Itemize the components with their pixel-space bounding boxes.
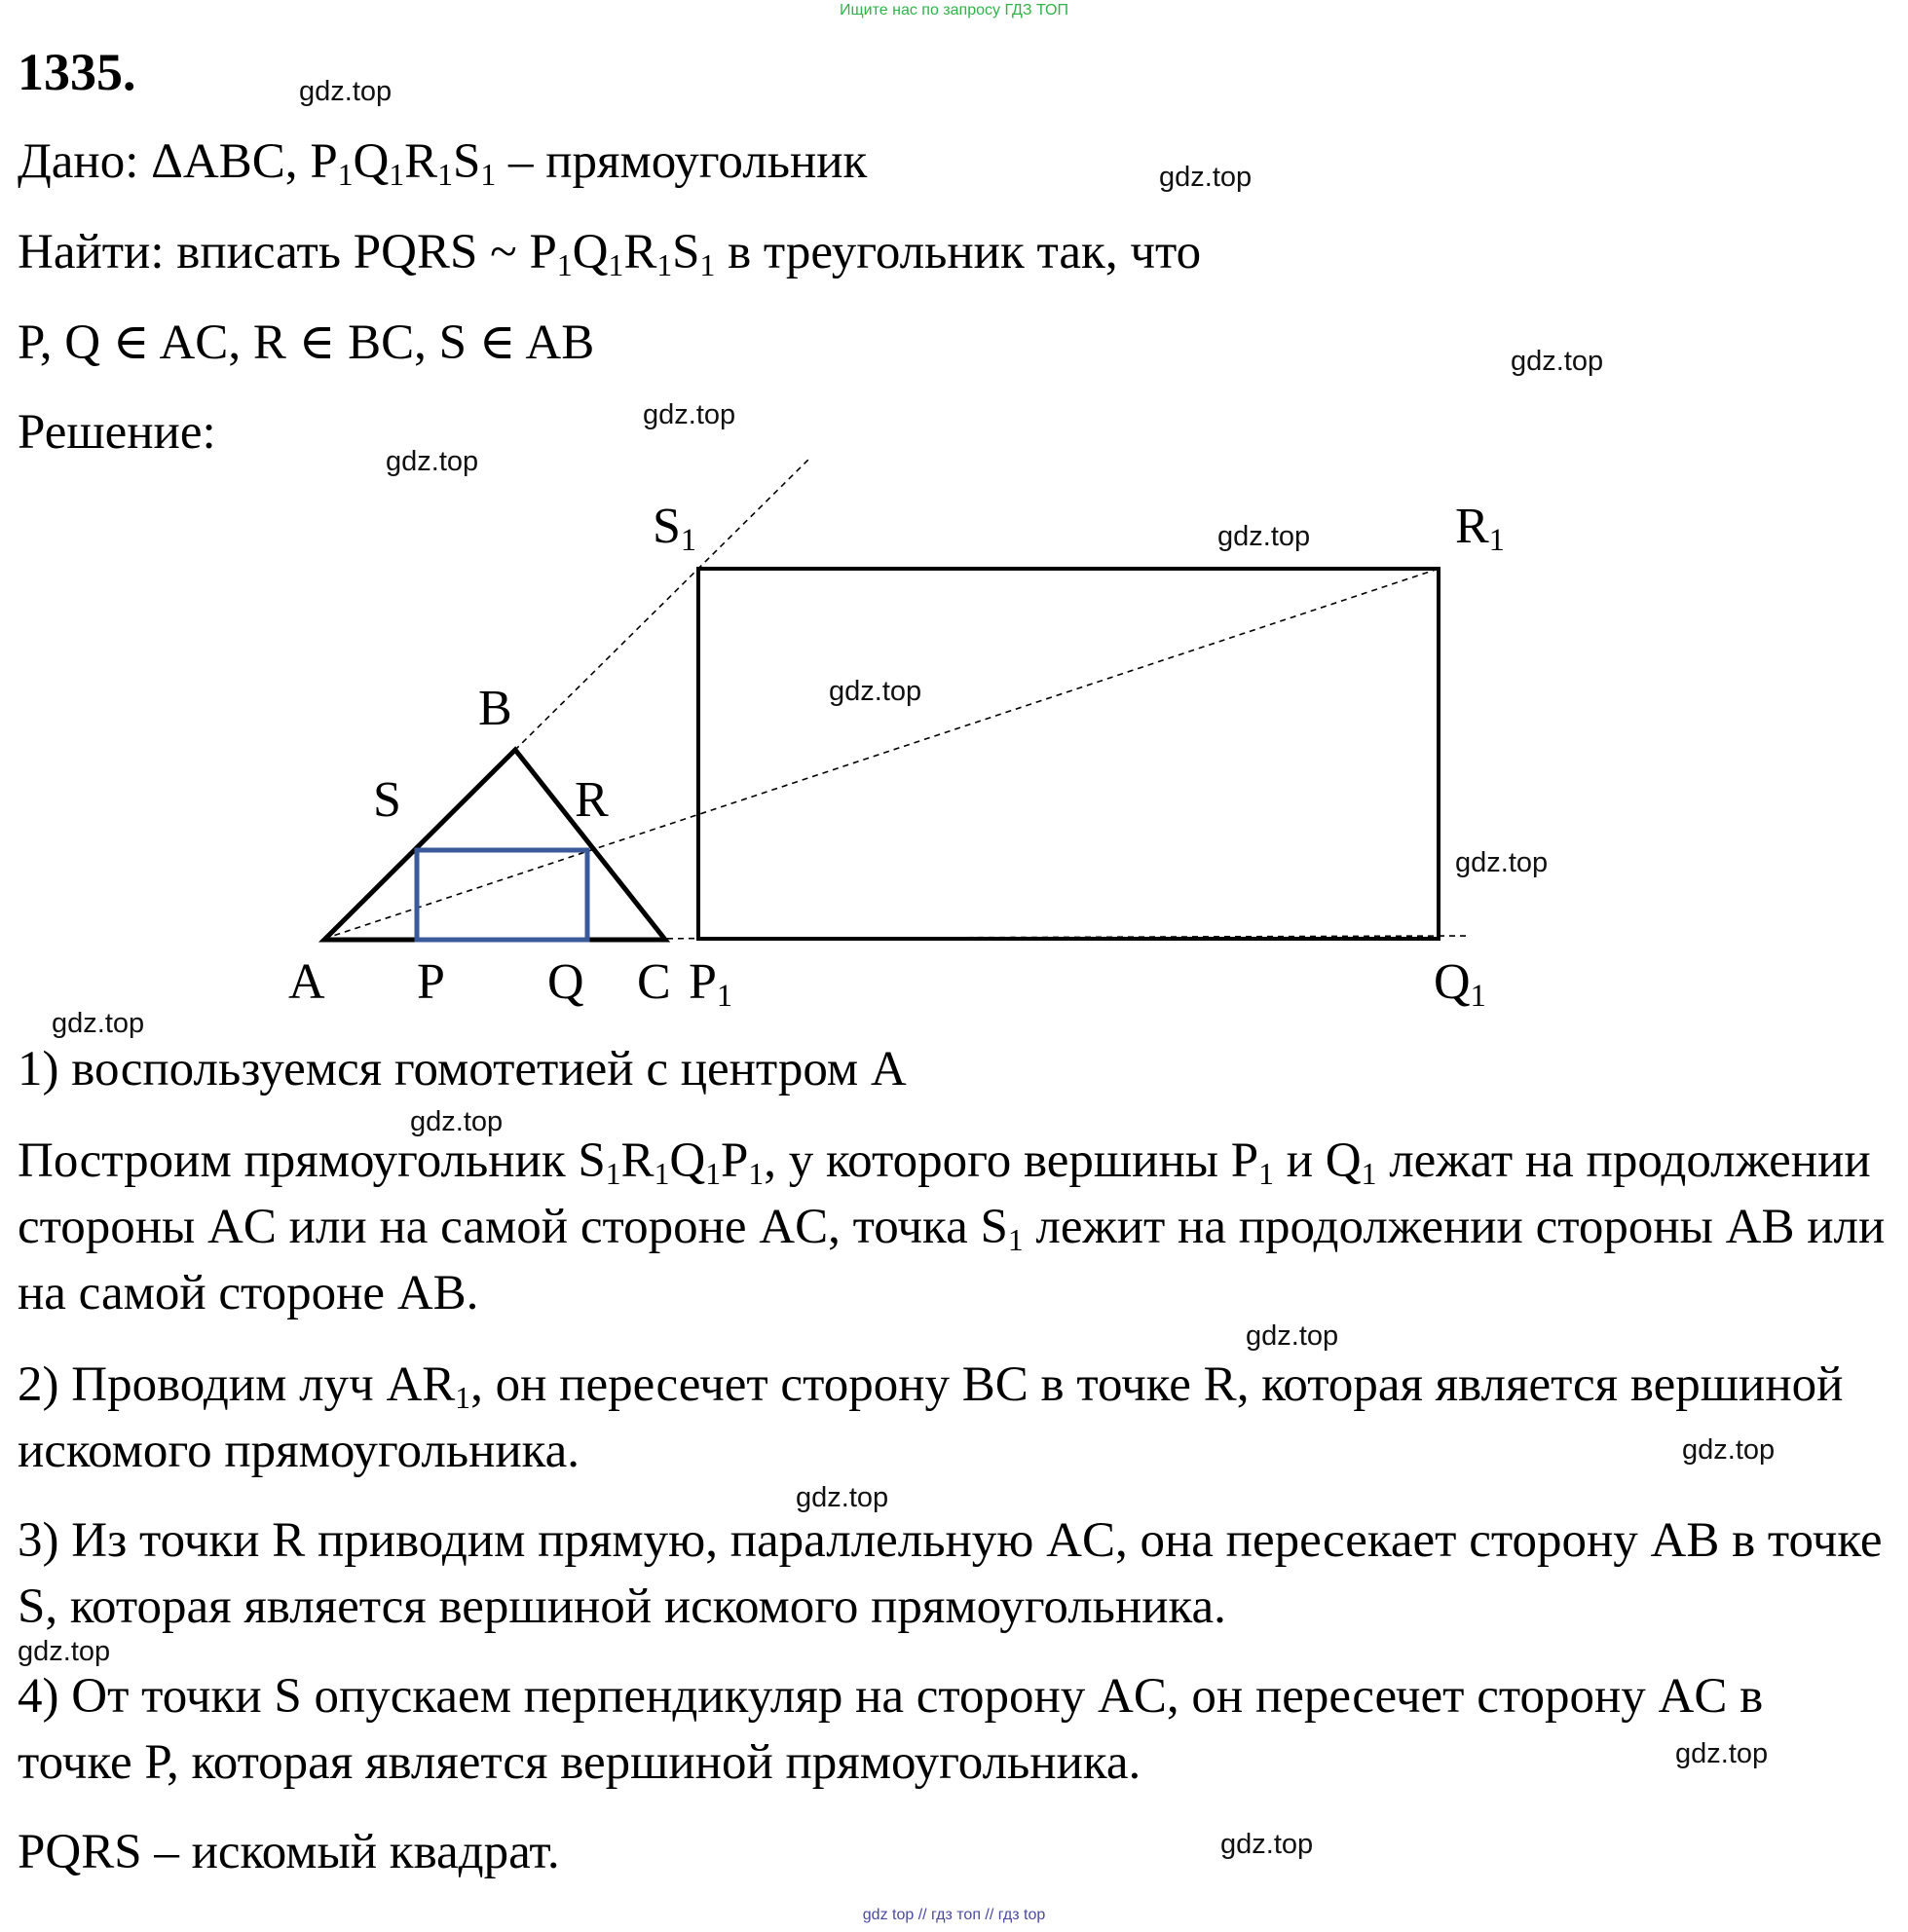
construct-s1-index: 1 (605, 1156, 621, 1191)
step-2-text-2: , он пересечет сторону BC в точке R, которая является вершиной искомого прямоугольника. (18, 1357, 1844, 1478)
step-2-index: 1 (455, 1380, 471, 1415)
step-1: 1) воспользуемся гомотетией с центром A (18, 1042, 907, 1096)
find-fig-q-index: 1 (608, 247, 624, 282)
label-a: A (288, 954, 325, 1010)
rectangle-p1q1r1s1 (698, 569, 1439, 939)
label-s: S (373, 772, 401, 828)
find-fig-s: S (672, 225, 700, 279)
given-fig-s: S (453, 134, 481, 189)
construct-r1-index: 1 (654, 1156, 670, 1191)
top-banner[interactable]: Ищите нас по запросу ГДЗ ТОП (840, 2, 1068, 19)
watermark: gdz.top (1159, 162, 1253, 193)
watermark: gdz.top (829, 676, 922, 707)
given-prefix: Дано: ΔABC, (18, 134, 311, 189)
find-fig-r-index: 1 (656, 247, 673, 282)
problem-number: 1335. (18, 43, 136, 101)
watermark: gdz.top (18, 1636, 111, 1667)
given-suffix: – прямоугольник (496, 134, 868, 189)
step-2-text-1: 2) Проводим луч AR (18, 1357, 456, 1412)
watermark: gdz.top (299, 76, 393, 107)
watermark: gdz.top (1220, 1829, 1314, 1860)
watermark: gdz.top (52, 1008, 145, 1039)
construct-text-2: , у которого вершины (764, 1133, 1231, 1188)
watermark: gdz.top (796, 1482, 889, 1513)
construct-s1b-index: 1 (1007, 1222, 1024, 1257)
watermark: gdz.top (386, 446, 479, 477)
step-4: 4) От точки S опускаем перпендикуляр на сторону AC, он пересечет сторону AC в точке P, которая является вершиной прямоугольника. (18, 1669, 1764, 1790)
construct-s1b: S (980, 1200, 1008, 1254)
find-fig-r: R (623, 225, 657, 279)
find-fig-p: P (529, 225, 557, 279)
given-fig-s-index: 1 (480, 157, 497, 192)
label-p: P (417, 954, 445, 1010)
label-r1: $R_1$ (1455, 499, 1505, 558)
construct-q1b-index: 1 (1361, 1156, 1377, 1191)
conclusion: PQRS – искомый квадрат. (18, 1825, 560, 1879)
given-fig-r-index: 1 (437, 157, 453, 192)
construct-text-5: лежит на продолжении стороны AB или на самой стороне AB. (18, 1200, 1886, 1320)
watermark: gdz.top (410, 1106, 504, 1137)
watermark: gdz.top (1675, 1738, 1769, 1769)
construct-q1: Q (669, 1133, 706, 1188)
given-fig-p: P (310, 134, 338, 189)
given-fig-r: R (404, 134, 438, 189)
label-q: Q (547, 954, 584, 1010)
find-prefix: Найти: вписать PQRS ~ (18, 225, 530, 279)
find-suffix: в треугольник так, что (715, 225, 1202, 279)
label-c: C (637, 954, 671, 1010)
bottom-banner[interactable]: gdz top // гдз топ // гдз top (862, 1907, 1046, 1923)
solution-label: Решение: (18, 405, 216, 460)
find-fig-q: Q (572, 225, 609, 279)
construct-q1-index: 1 (705, 1156, 722, 1191)
label-b: B (478, 681, 512, 736)
find-fig-s-index: 1 (699, 247, 716, 282)
construct-p1b-index: 1 (1258, 1156, 1274, 1191)
step-3: 3) Из точки R приводим прямую, параллельную AC, она пересекает сторону AB в точке S, которая является вершиной искомого прямоугольника. (18, 1513, 1883, 1634)
watermark: gdz.top (1511, 346, 1604, 377)
watermark: gdz.top (1682, 1434, 1776, 1466)
watermark: gdz.top (1246, 1320, 1339, 1352)
construct-q1b: Q (1325, 1133, 1362, 1188)
watermark: gdz.top (1455, 847, 1549, 878)
step-2 (18, 1352, 1888, 1484)
find-fig-p-index: 1 (556, 247, 573, 282)
given-fig-p-index: 1 (337, 157, 354, 192)
construct-p1b: P (1230, 1133, 1259, 1188)
construct-p1: P (721, 1133, 749, 1188)
label-r: R (575, 772, 609, 828)
construct-paragraph (18, 1128, 1888, 1326)
construct-text-4: лежат на продолжении стороны AC или на самой стороне AC, точка (18, 1133, 1871, 1254)
watermark: gdz.top (1217, 521, 1311, 552)
rectangle-pqrs (417, 850, 587, 940)
label-s1: $S_1$ (653, 499, 697, 558)
watermark: gdz.top (643, 399, 736, 430)
given-fig-q: Q (353, 134, 390, 189)
construct-p1-index: 1 (748, 1156, 765, 1191)
given-fig-q-index: 1 (389, 157, 405, 192)
construct-text-3: и (1273, 1133, 1326, 1188)
dashed-ray-ar1 (324, 569, 1439, 939)
label-p1: $P_1$ (689, 954, 733, 1014)
label-q1: $Q_1$ (1434, 954, 1486, 1014)
construct-text-1: Построим прямоугольник (18, 1133, 579, 1188)
construct-r1: R (620, 1133, 655, 1188)
condition-line: P, Q ∈ AC, R ∈ BC, S ∈ AB (18, 316, 595, 370)
construct-s1: S (578, 1133, 606, 1188)
